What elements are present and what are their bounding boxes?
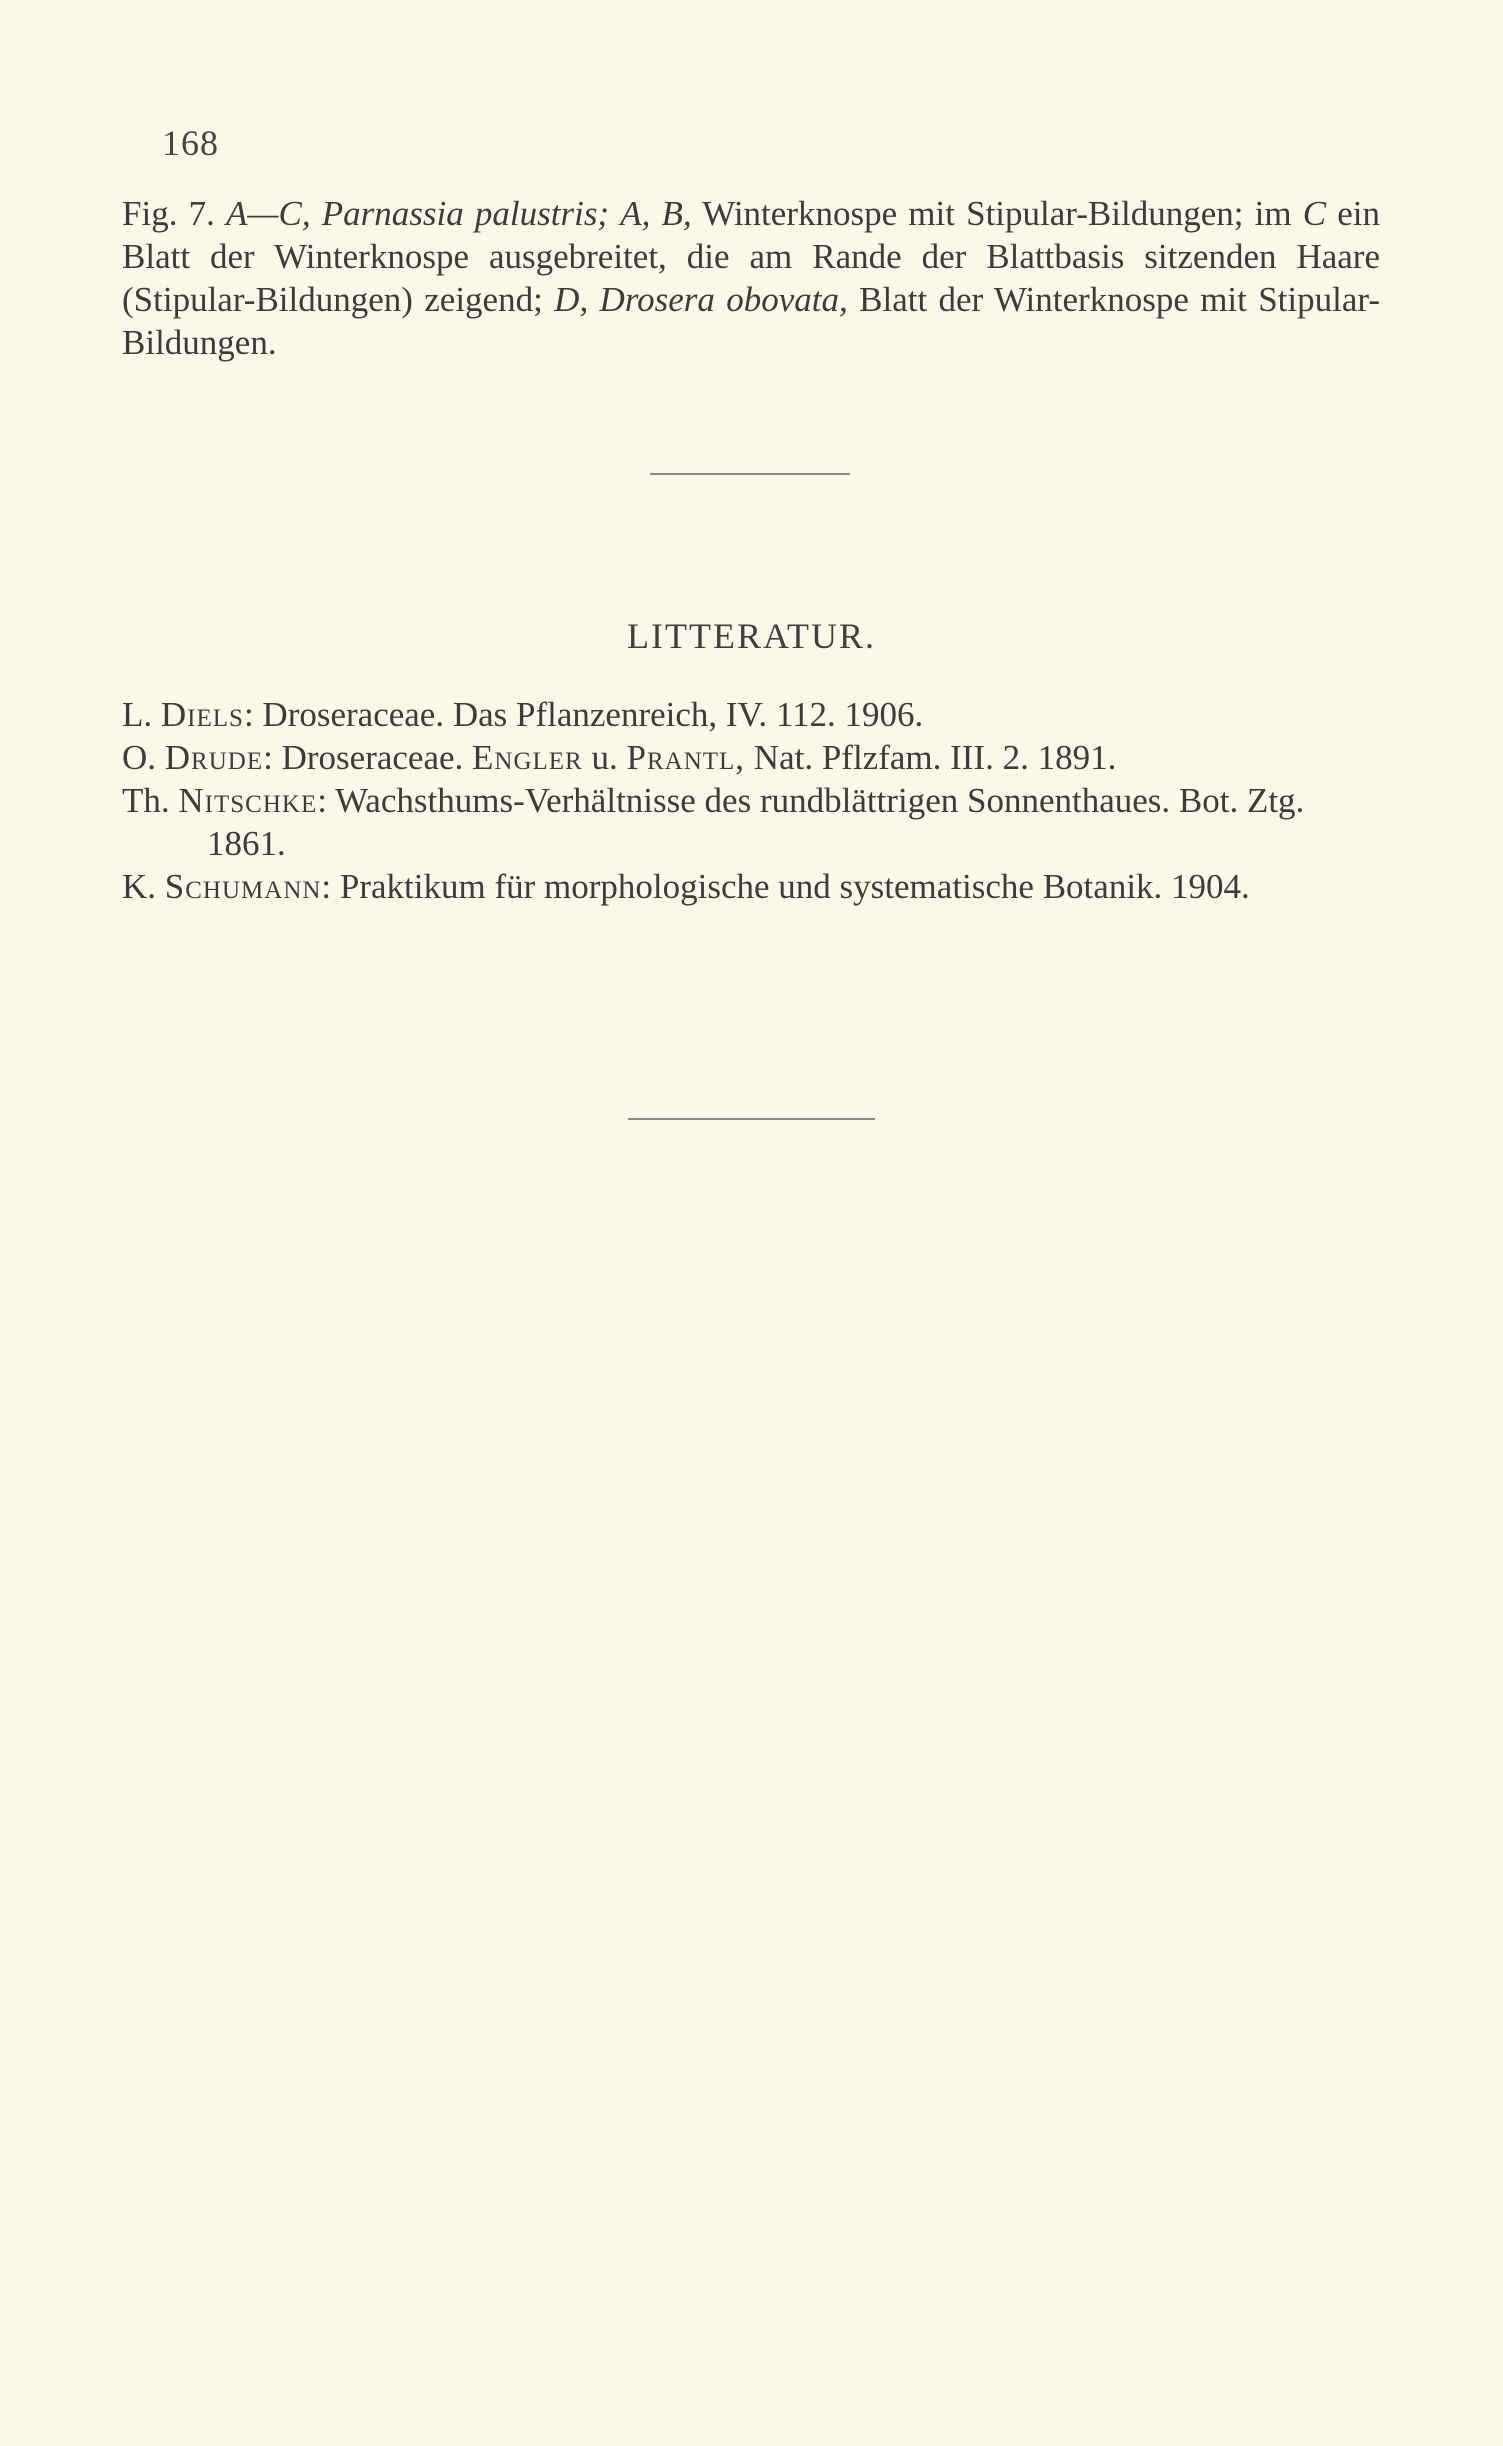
caption-species-range: A—C,: [226, 194, 311, 233]
editor-name: Engler: [472, 738, 583, 777]
reference-list: [122, 693, 1380, 908]
figure-caption: [122, 192, 1380, 364]
author-name: Schumann: [164, 867, 322, 906]
reference-item: L. Diels: Droseraceae. Das Pflanzenreich, IV. 112. 1906.: [122, 695, 924, 734]
reference-item: Th. Nitschke: Wachsthums-Verhältnisse des rundblättrigen Sonnenthaues. Bot. Ztg. 1861.: [122, 781, 1305, 863]
page-number: 168: [162, 123, 219, 163]
caption-label-d: D,: [554, 280, 589, 319]
author-initial: O.: [122, 738, 157, 777]
caption-species-2: Drosera obovata,: [599, 280, 848, 319]
author-name: Nitschke: [178, 781, 318, 820]
editor-name: Prantl,: [626, 738, 746, 777]
caption-labels-ab: A, B,: [620, 194, 692, 233]
figure-label: Fig. 7.: [122, 194, 215, 233]
reference-text: Praktikum für morphologische und systematische Botanik. 1904.: [339, 867, 1250, 906]
author-name: Diels: [160, 695, 244, 734]
caption-text-3: Blatt der Winterknospe mit Stipular-Bildungen.: [122, 280, 1380, 362]
reference-item: K. Schumann: Praktikum für morphologische und systematische Botanik. 1904.: [122, 867, 1250, 906]
reference-text: Nat. Pflzfam. III. 2. 1891.: [753, 738, 1117, 777]
section-heading: LITTERATUR.: [627, 616, 876, 656]
reference-text: Droseraceae.: [281, 738, 464, 777]
caption-text-1: Winterknospe mit Stipular-Bildungen; im: [702, 194, 1292, 233]
author-name: Drude: [164, 738, 264, 777]
caption-text-2: ein Blatt der Winterknospe ausgebreitet, die am Rande der Blattbasis sitzenden Haare (Stipular-Bildungen) zeigend;: [122, 194, 1380, 319]
caption-label-c: C: [1302, 194, 1327, 233]
reference-text: Droseraceae. Das Pflanzenreich, IV. 112. 1906.: [262, 695, 924, 734]
reference-conjunction: u.: [591, 738, 618, 777]
section-divider-bottom: [628, 1118, 875, 1120]
author-initial: K.: [122, 867, 157, 906]
reference-item: O. Drude: Droseraceae. Engler u. Prantl, Nat. Pflzfam. III. 2. 1891.: [122, 738, 1117, 777]
reference-text: Wachsthums-Verhältnisse des rundblättrigen Sonnenthaues. Bot. Ztg. 1861.: [207, 781, 1305, 863]
section-divider-top: [650, 473, 850, 475]
author-initial: L.: [122, 695, 153, 734]
caption-species-1: Parnassia palustris;: [321, 194, 610, 233]
author-initial: Th.: [122, 781, 170, 820]
